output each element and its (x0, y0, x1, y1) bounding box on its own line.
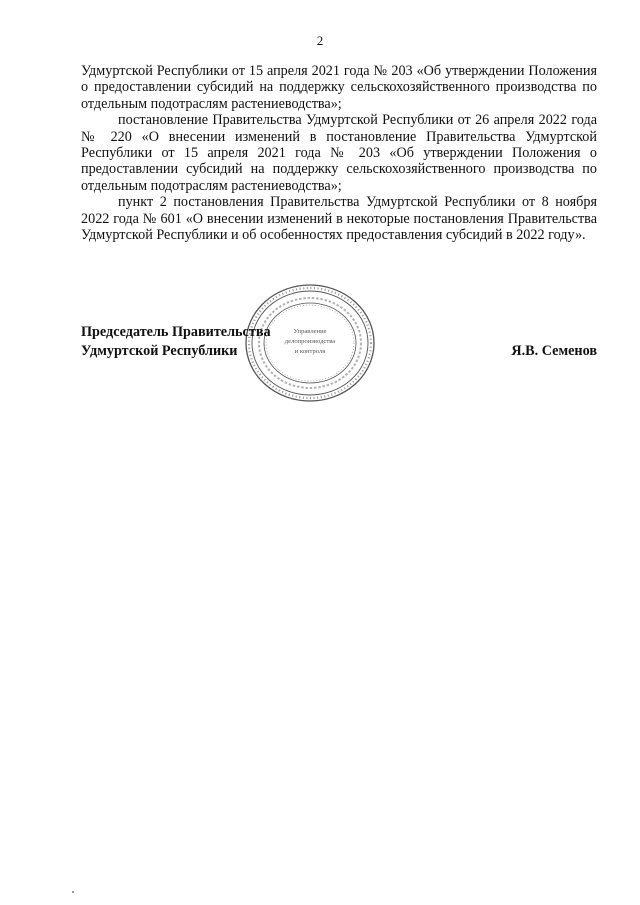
scan-speck (72, 891, 74, 893)
seal-line-3: и контроля (294, 348, 326, 355)
signatory-position-line-1: Председатель Правительства (81, 324, 271, 340)
signatory-position (81, 323, 271, 361)
seal-line-2: делопроизводства (284, 338, 336, 345)
paragraph-continuation: Удмуртской Республики от 15 апреля 2021 года № 203 «Об утверждении Положения о предоставлении субсидий на поддержку сельскохозяйственного производства по отдельным подотраслям растениеводства»; (81, 63, 597, 112)
signatory-name: Я.В. Семенов (511, 343, 597, 359)
paragraph-resolution-220: постановление Правительства Удмуртской Республики от 26 апреля 2022 года № 220 «О внесении изменений в постановление Правительства Удмуртской Республики от 15 апреля 2021 года № 203 «Об утверждении Положения о предоставлении субсидий на поддержку сельскохозяйственного производства по отдельным подотраслям растениеводства»; (81, 112, 597, 194)
seal-line-1: Управление (293, 328, 327, 335)
signatory-position-line-2: Удмуртской Республики (81, 343, 238, 359)
paragraph-resolution-601: пункт 2 постановления Правительства Удмуртской Республики от 8 ноября 2022 года № 601 «О внесении изменений в некоторые постановления Правительства Удмуртской Республики и об особенностях предоставления субсидий в 2022 году». (81, 194, 597, 244)
document-body (81, 63, 597, 243)
page-number: 2 (316, 33, 324, 48)
